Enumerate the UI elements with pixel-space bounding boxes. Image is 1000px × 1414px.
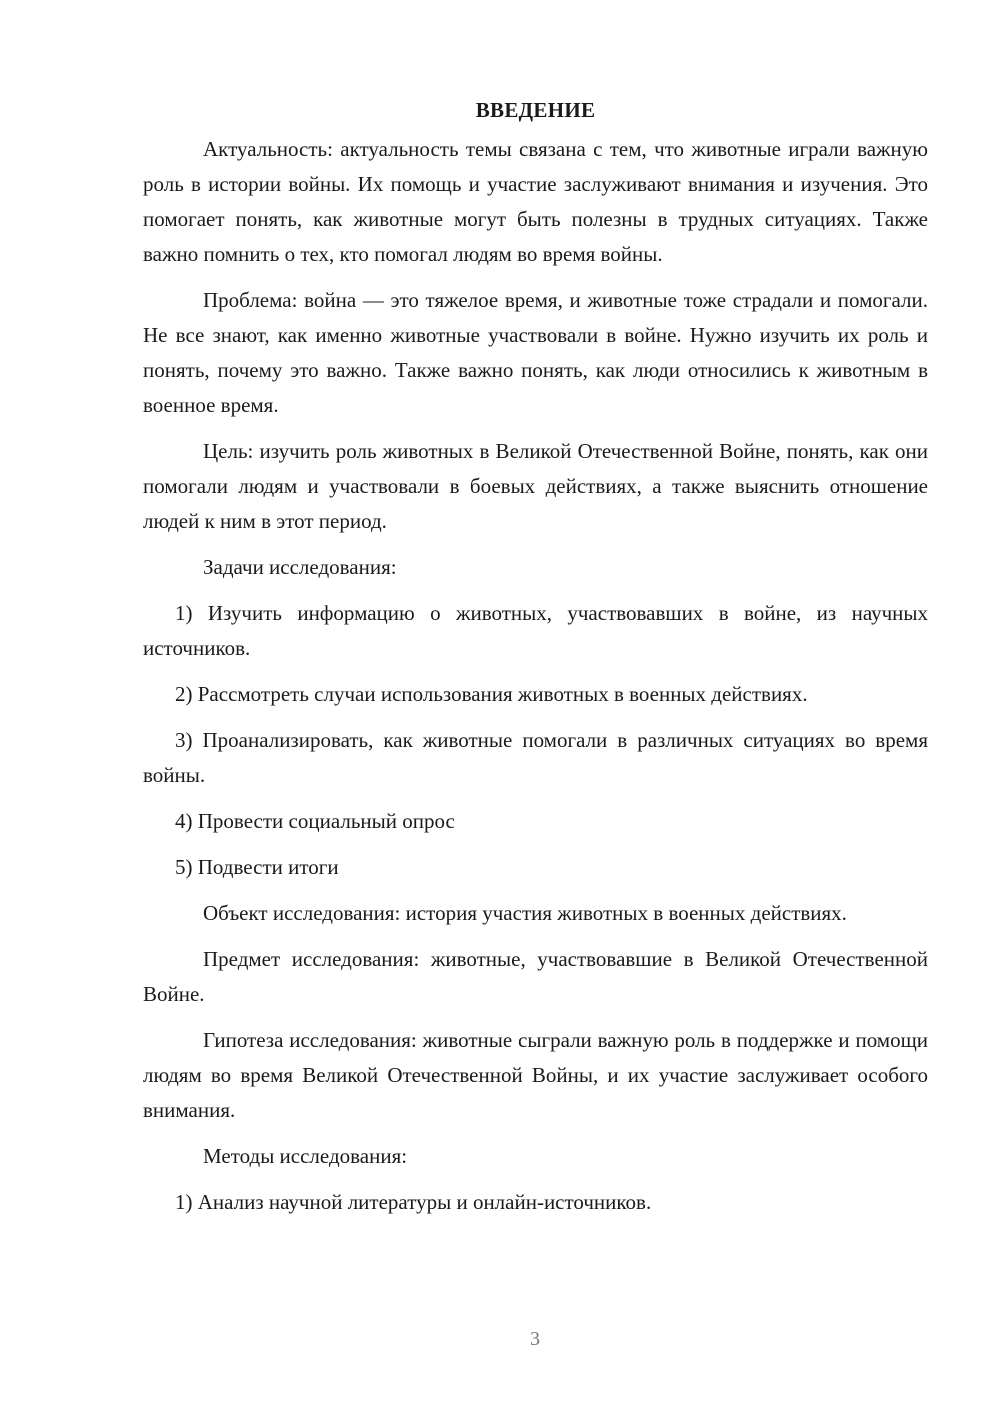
paragraph-object: Объект исследования: история участия животных в военных действиях. — [203, 901, 847, 925]
list-item-task-2: 2) Рассмотреть случаи использования животных в военных действиях. — [175, 682, 808, 706]
list-item-task-3: 3) Проанализировать, как животные помогали в различных ситуациях во время войны. — [143, 728, 928, 787]
list-item-method-1: 1) Анализ научной литературы и онлайн-источников. — [175, 1190, 652, 1214]
paragraph-hypothesis: Гипотеза исследования: животные сыграли важную роль в поддержке и помощи людям во время Великой Отечественной Войны, и их участие заслуживает особого внимания. — [143, 1028, 928, 1122]
paragraph-goal: Цель: изучить роль животных в Великой Отечественной Войне, понять, как они помогали людям и участвовали в боевых действиях, а также выяснить отношение людей к ним в этот период. — [143, 439, 928, 533]
list-item-task-4: 4) Провести социальный опрос — [175, 809, 455, 833]
paragraph-tasks-heading: Задачи исследования: — [203, 555, 397, 579]
paragraph-subject: Предмет исследования: животные, участвовавшие в Великой Отечественной Войне. — [143, 947, 928, 1006]
paragraph-methods-heading: Методы исследования: — [203, 1144, 408, 1168]
page-title: ВВЕДЕНИЕ — [475, 98, 596, 122]
document-page — [143, 92, 928, 1231]
page-number: 3 — [530, 1328, 540, 1350]
list-item-task-5: 5) Подвести итоги — [175, 855, 339, 879]
paragraph-problem: Проблема: война — это тяжелое время, и животные тоже страдали и помогали. Не все знают, как именно животные участвовали в войне. Нужно изучить их роль и понять, почему это важно. Также важно понять, как люди относились к животным в военное время. — [143, 288, 928, 417]
list-item-task-1: 1) Изучить информацию о животных, участвовавших в войне, из научных источников. — [143, 601, 928, 660]
paragraph-relevance: Актуальность: актуальность темы связана с тем, что животные играли важную роль в истории войны. Их помощь и участие заслуживают внимания и изучения. Это помогает понять, как животные могут быть полезны в трудных ситуациях. Также важно помнить о тех, кто помогал людям во время войны. — [143, 137, 928, 266]
